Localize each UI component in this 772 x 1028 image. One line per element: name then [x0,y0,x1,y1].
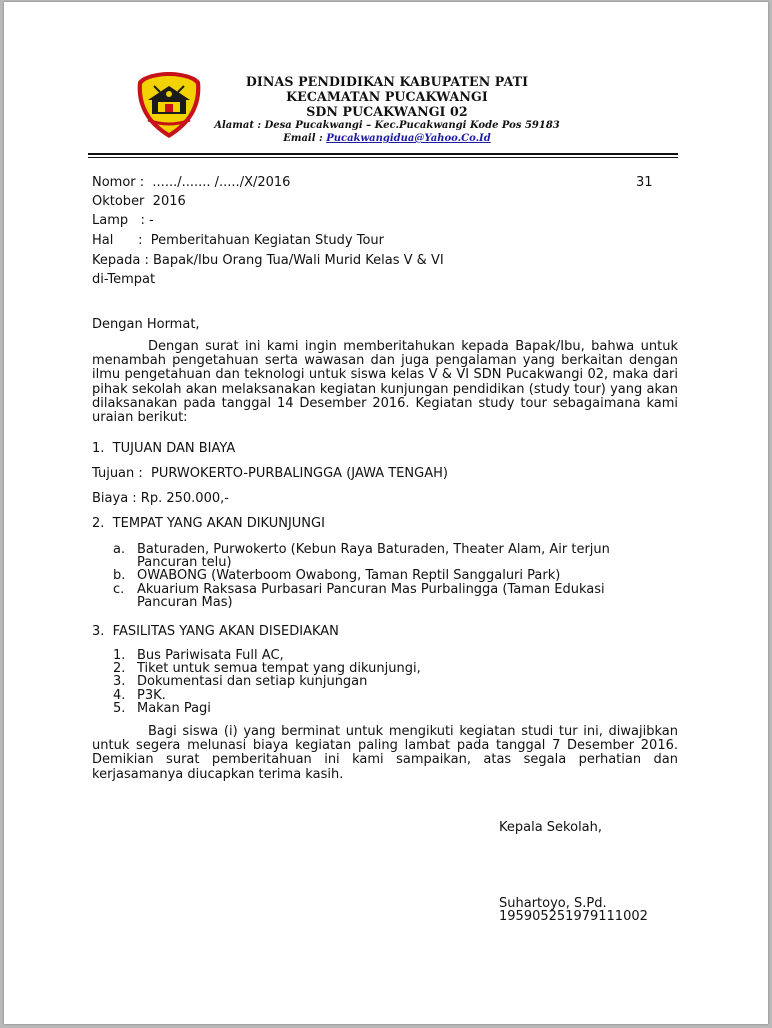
letterhead-email-line [212,132,562,145]
letterhead-address: Alamat : Desa Pucakwangi – Kec.Pucakwangi Kode Pos 59183 [214,120,560,131]
letter-page [4,2,768,1024]
section2-heading: 2. TEMPAT YANG AKAN DIKUNJUNGI [92,516,325,531]
list-item: 1. Bus Pariwisata Full AC, [113,648,284,663]
list-item: 2. Tiket untuk semua tempat yang dikunjungi, [113,661,421,677]
places-list [113,543,643,609]
list-item: 3. Dokumentasi dan setiap kunjungan [113,674,368,690]
intro-text: Dengan surat ini kami ingin memberitahukan kepada Bapak/Ibu, bahwa untuk menambah pengetahuan serta wawasan dan juga pengalaman yang berkaitan dengan ilmu pengetahuan dan teknologi untuk siswa kelas V & VI SDN Pucakwangi 02, maka dari pihak sekolah akan melaksanakan kegiatan kunjungan pendidikan (study tour) yang akan dilaksanakan pada tanggal 14 Desember 2016. Kegiatan study tour sebagaimana kami uraian berikut: [92,339,678,426]
email-link[interactable]: Pucakwangidua@Yahoo.Co.Id [326,133,491,144]
pati-regency-logo [134,70,204,140]
tujuan-line: Tujuan : PURWOKERTO-PURBALINGGA (JAWA TENGAH) [92,466,448,481]
signature-name: Suhartoyo, S.Pd. [499,896,607,911]
signature-title: Kepala Sekolah, [499,820,603,835]
nomor-line: Nomor : ....../....... /...../X/2016 [92,175,291,190]
list-item: 4. P3K. [113,687,166,703]
email-label: Email : [283,133,327,144]
letterhead-school: SDN PUCAKWANGI 02 [306,104,468,119]
facilities-list [113,649,633,715]
letterhead-agency: DINAS PENDIDIKAN KABUPATEN PATI [245,74,529,89]
section1-heading: 1. TUJUAN DAN BIAYA [92,441,236,456]
closing-paragraph [92,725,678,782]
date-month-year: Oktober 2016 [92,194,186,209]
kepada-line: Kepada : Bapak/Ibu Orang Tua/Wali Murid Kelas V & VI [92,253,444,268]
letterhead-district: KECAMATAN PUCAKWANGI [286,89,488,104]
di-tempat-line: di-Tempat [92,272,156,287]
list-item: a. Baturaden, Purwokerto (Kebun Raya Baturaden, Theater Alam, Air terjun Pancuran telu) [113,542,610,571]
biaya-line: Biaya : Rp. 250.000,- [92,491,229,506]
closing-text: Bagi siswa (i) yang berminat untuk mengikuti kegiatan studi tur ini, diwajibkan untuk segera melunasi biaya kegiatan paling lambat pada tanggal 7 Desember 2016. Demikian surat pemberitahuan ini kami sampaikan, atas segala perhatian dan kerjasamanya diucapkan terima kasih. [92,724,678,782]
section3-heading: 3. FASILITAS YANG AKAN DISEDIAKAN [92,624,339,639]
intro-paragraph [92,340,678,425]
list-item: b. OWABONG (Waterboom Owabong, Taman Reptil Sanggaluri Park) [113,568,561,584]
hal-line: Hal : Pemberitahuan Kegiatan Study Tour [92,233,384,248]
salutation: Dengan Hormat, [92,317,200,332]
letterhead-rule-thick [88,153,678,155]
list-item: c. Akuarium Raksasa Purbasari Pancuran Mas Purbalingga (Taman Edukasi Pancuran Mas) [113,581,605,610]
lampiran-line: Lamp : - [92,213,154,228]
list-item: 5. Makan Pagi [113,700,211,716]
letterhead [212,74,562,145]
signature-nip: 195905251979111002 [499,909,648,924]
date-day: 31 [636,175,653,190]
letterhead-rule-thin [88,157,678,158]
